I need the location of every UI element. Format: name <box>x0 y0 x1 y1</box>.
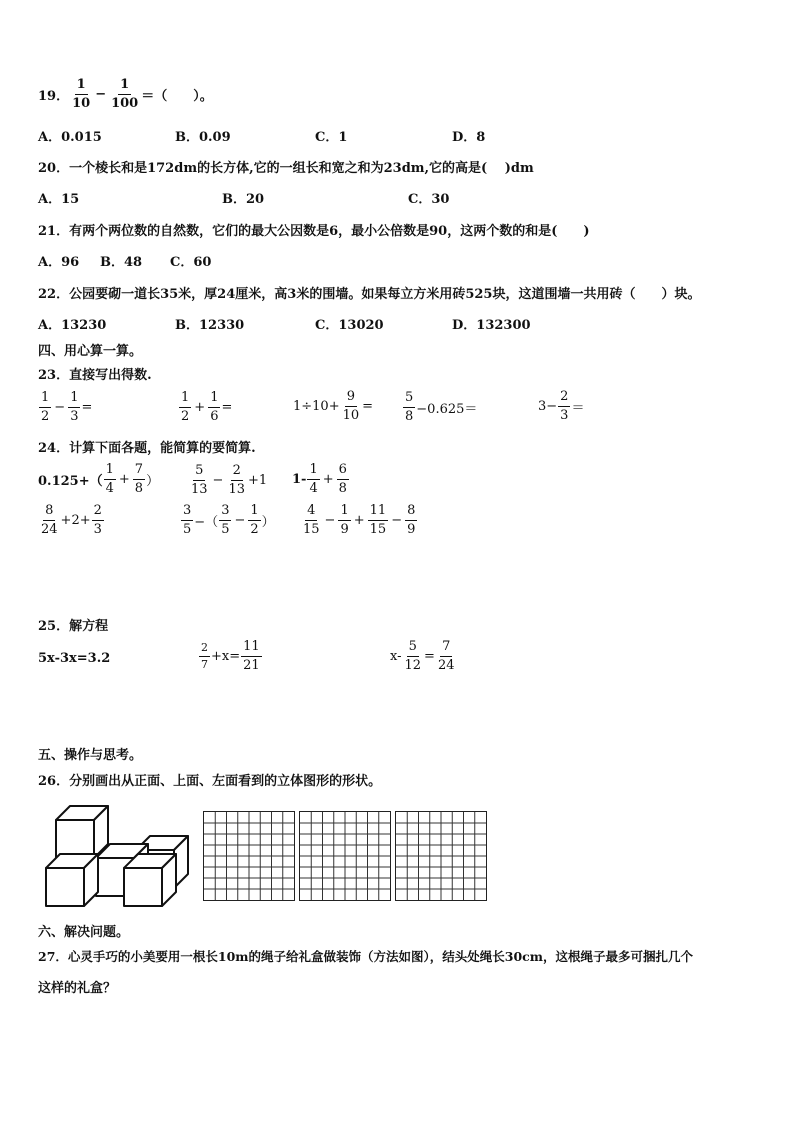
q19-line: 19． $\frac{1}{10}$ − $\frac{1}{100}$ ＝（ ）。 <box>38 77 213 111</box>
q22-option-a: A．13230 <box>38 318 107 333</box>
q19-fraction-1: $\frac{1}{10}$ <box>72 77 91 111</box>
section-5-heading: 五、操作与思考。 <box>38 748 143 763</box>
q24-expression-6: $\frac{4}{15}$ − $\frac{1}{9}$ + $\frac{11}{15}$ − $\frac{8}{9}$ <box>303 503 416 537</box>
q19-option-c: C．1 <box>315 130 348 145</box>
q19-number: 19． <box>38 88 70 104</box>
drawing-grid-top-view[interactable] <box>299 811 391 901</box>
q23-expression-2: $\frac{1}{2}$ + $\frac{1}{6}$ = <box>181 390 233 424</box>
q20-option-b: B．20 <box>222 192 265 207</box>
q19-option-d: D．8 <box>452 130 486 145</box>
q25-equation-2: $\frac{2}{7}$ +x= $\frac{11}{21}$ <box>201 639 260 673</box>
q24-expression-3: 1- $\frac{1}{4}$ + $\frac{6}{8}$ <box>292 462 347 496</box>
q23-expression-3: 1÷10+ $\frac{9}{10}$ = <box>293 389 374 423</box>
q22-option-c: C．13020 <box>315 318 384 333</box>
cube-stack-figure <box>40 800 200 910</box>
drawing-grid-front-view[interactable] <box>203 811 295 901</box>
q27-text-line-2: 这样的礼盒？ <box>38 981 117 996</box>
q25-title: 25．解方程 <box>38 619 109 634</box>
q25-equation-3: x- $\frac{5}{12}$ = $\frac{7}{24}$ <box>390 639 455 673</box>
q24-expression-1: 0.125+（ $\frac{1}{4}$ + $\frac{7}{8}$ ） <box>38 462 160 496</box>
q22-question: 22．公园要砌一道长35米，厚24厘米，高3米的围墙。如果每立方米用砖525块，这道围墙一共用砖（ ）块。 <box>38 287 701 302</box>
q24-expression-4: $\frac{8}{24}$ +2+ $\frac{2}{3}$ <box>41 503 102 537</box>
q27-text-line-1: 27．心灵手巧的小美要用一根长10m的绳子给礼盒做装饰（方法如图），结头处绳长30cm，这根绳子最多可捆扎几个 <box>38 949 694 964</box>
q25-equation-1: 5x-3x=3.2 <box>38 651 111 666</box>
q21-option-b: B．48 <box>100 255 143 270</box>
q19-option-b: B．0.09 <box>175 130 231 145</box>
q19-fraction-2: $\frac{1}{100}$ <box>111 77 139 111</box>
q24-expression-5: $\frac{3}{5}$ −（ $\frac{3}{5}$ − $\frac{1}{2}$ ） <box>183 503 275 537</box>
q23-expression-5: 3− $\frac{2}{3}$ ＝ <box>538 389 585 423</box>
q24-expression-2: $\frac{5}{13}$ − $\frac{2}{13}$ +1 <box>191 463 268 497</box>
q21-question: 21．有两个两位数的自然数，它们的最大公因数是6，最小公倍数是90，这两个数的和是( ) <box>38 224 590 239</box>
q20-option-a: A．15 <box>38 192 80 207</box>
q19-tail: ＝（ ）。 <box>141 88 213 104</box>
drawing-grid-left-view[interactable] <box>395 811 487 901</box>
q21-option-c: C．60 <box>170 255 212 270</box>
q26-title: 26．分别画出从正面、上面、左面看到的立体图形的形状。 <box>38 774 382 789</box>
q24-title: 24．计算下面各题，能简算的要简算. <box>38 441 256 456</box>
q20-question: 20．一个棱长和是172dm的长方体,它的一组长和宽之和为23dm,它的高是( )dm <box>38 161 534 176</box>
q22-option-b: B．12330 <box>175 318 245 333</box>
q19-option-a: A．0.015 <box>38 130 102 145</box>
q23-expression-1: $\frac{1}{2}$ − $\frac{1}{3}$ = <box>41 390 93 424</box>
section-6-heading: 六、解决问题。 <box>38 925 130 940</box>
q22-option-d: D．132300 <box>452 318 531 333</box>
q23-expression-4: $\frac{5}{8}$ −0.625＝ <box>405 390 478 424</box>
q21-option-a: A．96 <box>38 255 80 270</box>
section-4-heading: 四、用心算一算。 <box>38 344 143 359</box>
q20-option-c: C．30 <box>408 192 450 207</box>
q23-title: 23．直接写出得数. <box>38 368 152 383</box>
